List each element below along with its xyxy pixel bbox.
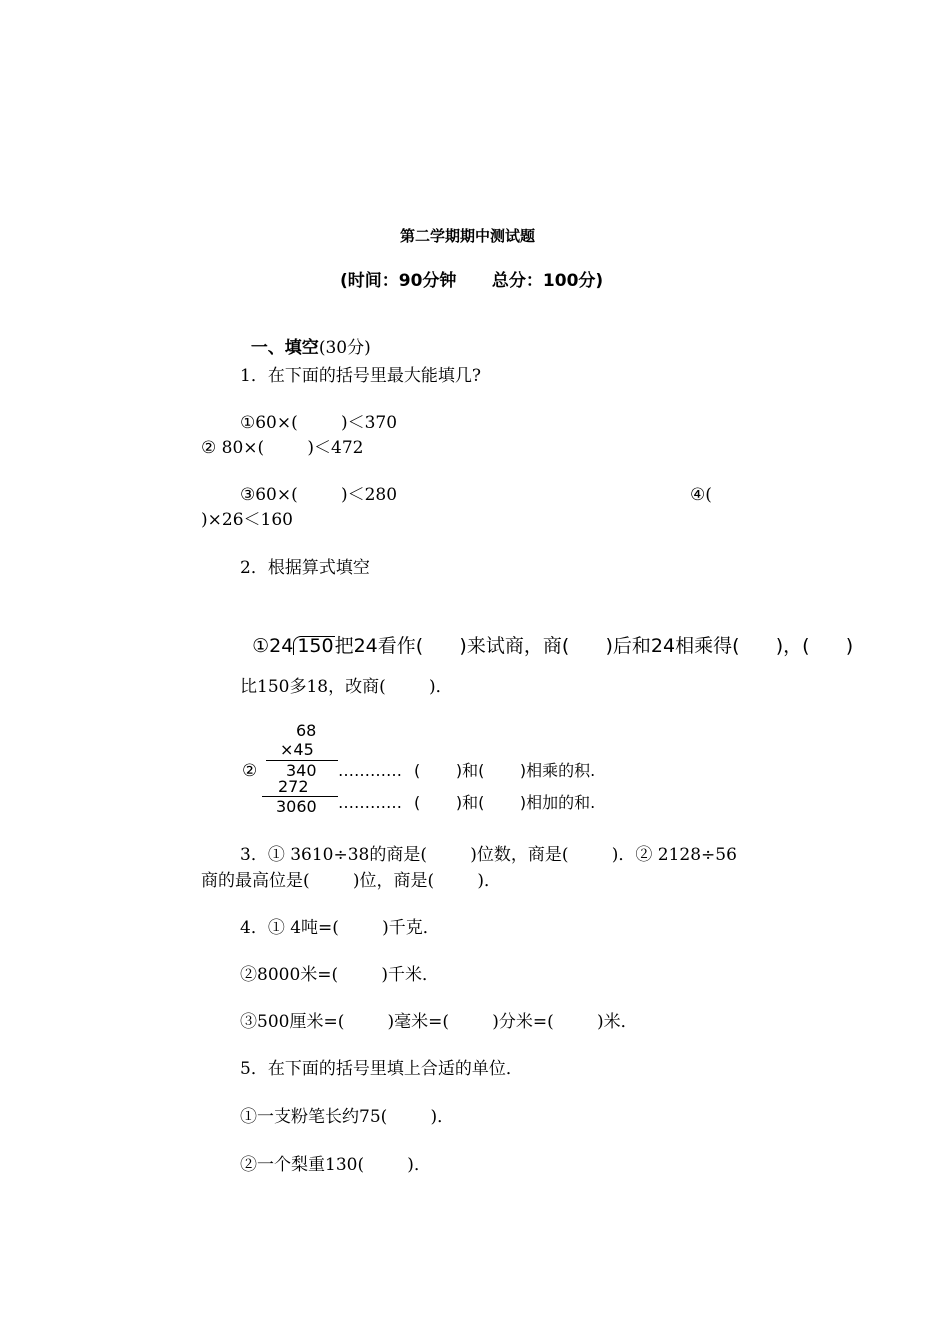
q1-item-a: ①60×( )＜370 xyxy=(240,413,398,433)
mult-partial-1: 340 xyxy=(286,761,317,780)
page-subtitle: (时间：90分钟 总分：100分) xyxy=(340,271,604,291)
q3-line-2: 商的最高位是( )位，商是( )． xyxy=(201,871,501,891)
section-1-points: (30分) xyxy=(318,338,371,358)
q1-item-c: ③60×( )＜280 xyxy=(240,485,398,505)
q1-item-d-end: )×26＜160 xyxy=(201,510,293,530)
mult-times: ×45 xyxy=(280,740,314,759)
mult-partial-2: 272 xyxy=(278,777,309,796)
q1-item-d-start: ④( xyxy=(690,485,712,505)
q2-circle-1: ① xyxy=(252,635,270,657)
multiplication-diagram xyxy=(240,722,660,822)
mult-circle: ② xyxy=(242,761,258,781)
q4-item-a: 4．① 4吨=( )千克． xyxy=(240,918,440,938)
mult-top: 68 xyxy=(296,721,317,740)
mult-line-1: ( )和( )相乘的积. xyxy=(414,761,596,780)
mult-dots-1: ………… xyxy=(338,761,402,780)
q1-stem: 1．在下面的括号里最大能填几? xyxy=(240,366,481,386)
q2-stem: 2．根据算式填空 xyxy=(240,558,370,578)
q2-divisor: 24 xyxy=(269,635,294,657)
mult-dots-2: ………… xyxy=(338,793,402,812)
section-1-label: 一、填空 xyxy=(250,338,319,358)
mult-total: 3060 xyxy=(276,797,317,816)
q5-item-b: ②一个梨重130( )． xyxy=(240,1155,431,1175)
q5-item-a: ①一支粉笔长约75( )． xyxy=(240,1107,455,1127)
q3-line-1: 3．① 3610÷38的商是( )位数，商是( )．② 2128÷56 xyxy=(240,845,737,865)
page-title: 第二学期期中测试题 xyxy=(400,227,536,245)
q2-division-text: 把24看作( )来试商，商( )后和24相乘得( )，( ) xyxy=(334,635,854,657)
section-1-heading xyxy=(240,318,371,358)
mult-line-2: ( )和( )相加的和. xyxy=(414,793,596,812)
q2-division-row xyxy=(240,616,853,656)
q1-item-b: ② 80×( )＜472 xyxy=(201,438,364,458)
q5-stem: 5．在下面的括号里填上合适的单位． xyxy=(240,1059,523,1079)
q2-row-2: 比150多18，改商( )． xyxy=(240,677,453,697)
q2-dividend: 150 xyxy=(293,636,334,655)
q4-item-b: ②8000米=( )千米． xyxy=(240,965,440,985)
q4-item-c: ③500厘米=( )毫米=( )分米=( )米． xyxy=(240,1012,638,1032)
